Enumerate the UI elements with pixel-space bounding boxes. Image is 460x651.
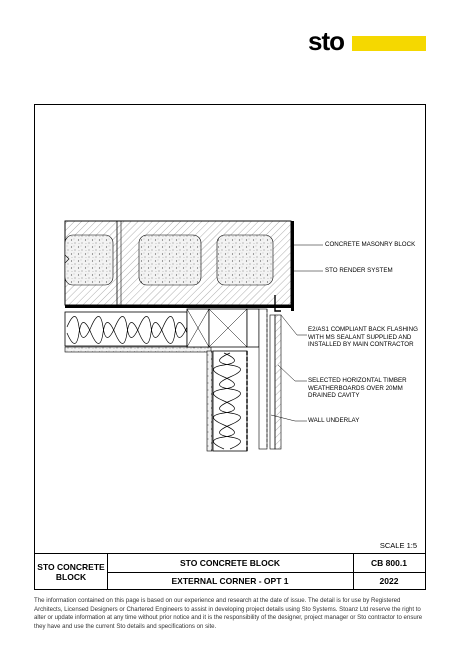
title-block [35, 553, 425, 590]
callout-weatherboards: SELECTED HORIZONTAL TIMBER WEATHERBOARDS OVER 20MM DRAINED CAVITY [308, 377, 407, 400]
title-block-system: STO CONCRETE BLOCK [35, 554, 108, 590]
concrete-masonry-block [65, 221, 291, 305]
insulation-vertical [207, 351, 247, 451]
callout-wall-underlay: WALL UNDERLAY [308, 417, 360, 424]
drawing-frame [34, 104, 426, 590]
drawing-title: STO CONCRETE BLOCK [107, 554, 353, 573]
callout-back-flashing: E2/AS1 COMPLIANT BACK FLASHING WITH MS SEALANT SUPPLIED AND INSTALLED BY MAIN CONTRACTOR [308, 326, 418, 349]
drawing-code: CB 800.1 [353, 554, 425, 573]
sto-logo-text: sto [308, 26, 344, 56]
title-block-ref [353, 554, 425, 590]
disclaimer-text: The information contained on this page is based on our experience and research at the date of issue. The detail is for use by Registered Architects, Licensed Designers or Chartered Engineers to assist in developing project details using Sto Systems. Stoanz Ltd reserve the right to alter or update information at any time without prior notice and it is the responsibility of the designer, project manager or Sto contractor to ensure they have and use the current Sto details and specifications on site. [34, 597, 423, 630]
callout-render-system: STO RENDER SYSTEM [325, 267, 393, 274]
title-block-center [107, 554, 354, 590]
sto-logo-bar [352, 36, 426, 51]
sto-logo [308, 26, 426, 56]
callout-concrete-masonry-block: CONCRETE MASONRY BLOCK [325, 241, 416, 248]
render-system-base [65, 305, 294, 308]
drawing-year: 2022 [379, 576, 399, 587]
scale-label: SCALE 1:5 [379, 541, 417, 550]
drawing-subtitle: EXTERNAL CORNER - OPT 1 [171, 576, 289, 587]
render-system-line [291, 221, 294, 311]
